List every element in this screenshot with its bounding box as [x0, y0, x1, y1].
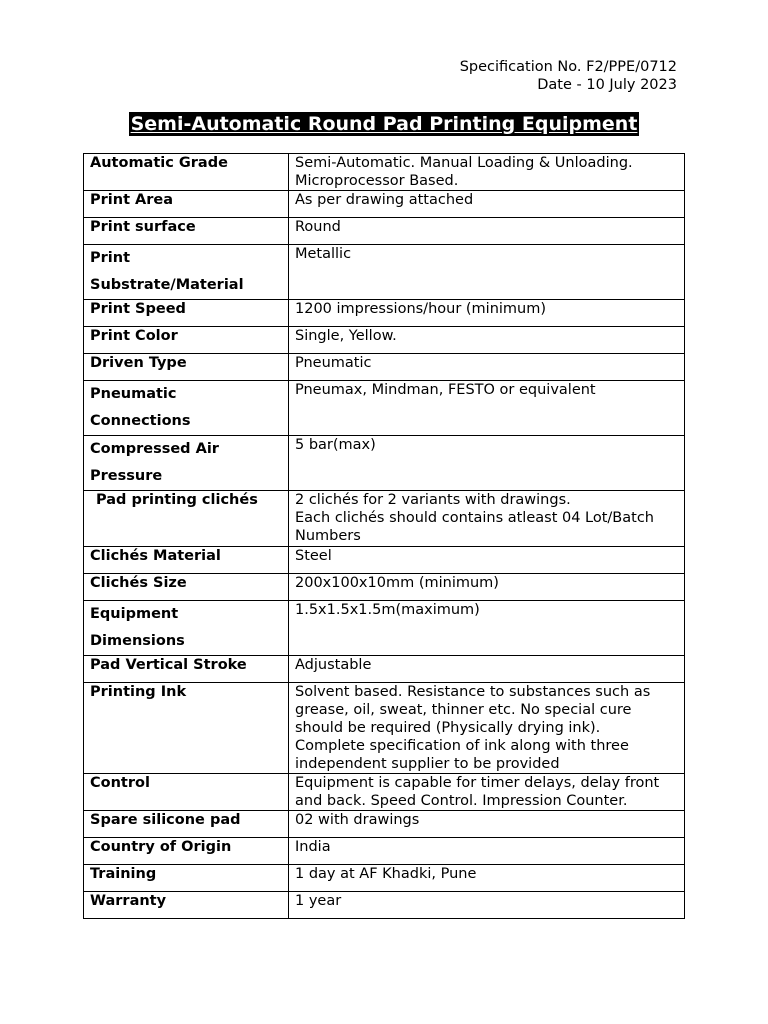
row-label: Driven Type [84, 354, 289, 381]
value-line: As per drawing attached [295, 192, 474, 208]
row-value [289, 154, 685, 191]
value-line: India [295, 839, 331, 855]
table-row [84, 838, 685, 865]
value-line: Numbers [295, 528, 361, 544]
row-label [84, 245, 289, 300]
value-line: 5 bar(max) [295, 437, 376, 453]
row-value [289, 865, 685, 892]
row-value [289, 656, 685, 683]
row-value [289, 838, 685, 865]
row-value [289, 547, 685, 574]
row-value [289, 327, 685, 354]
document-title: Semi-Automatic Round Pad Printing Equipment [130, 113, 638, 135]
row-value [289, 218, 685, 245]
row-label: Pad Vertical Stroke [84, 656, 289, 683]
value-line: independent supplier to be provided [295, 756, 560, 772]
document-date: Date - 10 July 2023 [537, 77, 677, 93]
value-line: Pneumatic [295, 355, 372, 371]
row-value [289, 354, 685, 381]
row-value [289, 774, 685, 811]
label-line: Substrate/Material [90, 277, 244, 293]
value-line: Semi-Automatic. Manual Loading & Unloading. [295, 155, 633, 171]
value-line: 200x100x10mm (minimum) [295, 575, 499, 591]
row-label: Training [84, 865, 289, 892]
spec-header [460, 58, 677, 94]
row-label: Print surface [84, 218, 289, 245]
value-line: 1200 impressions/hour (minimum) [295, 301, 547, 317]
value-line: Round [295, 219, 341, 235]
value-line: 02 with drawings [295, 812, 420, 828]
value-line: grease, oil, sweat, thinner etc. No special cure [295, 702, 632, 718]
value-line: 1.5x1.5x1.5m(maximum) [295, 602, 480, 618]
label-line: Equipment [90, 606, 179, 622]
row-value [289, 892, 685, 919]
value-line: Each clichés should contains atleast 04 Lot/Batch [295, 510, 654, 526]
value-line: should be required (Physically drying ink). [295, 720, 601, 736]
row-value [289, 574, 685, 601]
row-label: Clichés Material [84, 547, 289, 574]
table-row [84, 547, 685, 574]
row-value [289, 601, 685, 656]
title-wrap [0, 112, 768, 136]
label-line: Pad printing clichés [96, 492, 258, 508]
row-label [84, 601, 289, 656]
row-label [84, 491, 289, 547]
row-value [289, 381, 685, 436]
row-label: Printing Ink [84, 683, 289, 774]
value-line: Single, Yellow. [295, 328, 397, 344]
row-label: Print Speed [84, 300, 289, 327]
specification-table [83, 153, 685, 919]
row-label: Country of Origin [84, 838, 289, 865]
value-line: and back. Speed Control. Impression Counter. [295, 793, 628, 809]
row-value [289, 491, 685, 547]
table-row [84, 574, 685, 601]
table-row [84, 436, 685, 491]
table-row [84, 191, 685, 218]
label-line: Compressed Air [90, 441, 219, 457]
table-row [84, 245, 685, 300]
value-line: Pneumax, Mindman, FESTO or equivalent [295, 382, 596, 398]
table-row [84, 865, 685, 892]
value-line: Metallic [295, 246, 352, 262]
table-row [84, 218, 685, 245]
table-row [84, 774, 685, 811]
row-value [289, 300, 685, 327]
table-row [84, 381, 685, 436]
value-line: Equipment is capable for timer delays, delay front [295, 775, 660, 791]
value-line: 1 year [295, 893, 342, 909]
specification-number: Specification No. F2/PPE/0712 [459, 59, 677, 75]
table-row [84, 601, 685, 656]
table-row [84, 892, 685, 919]
table-row [84, 656, 685, 683]
value-line: Microprocessor Based. [295, 173, 459, 189]
label-line: Pressure [90, 468, 163, 484]
table-row [84, 154, 685, 191]
table-row [84, 327, 685, 354]
row-label: Print Color [84, 327, 289, 354]
value-line: 1 day at AF Khadki, Pune [295, 866, 477, 882]
row-label [84, 436, 289, 491]
row-label: Print Area [84, 191, 289, 218]
label-line: Print [90, 250, 131, 266]
row-label [84, 381, 289, 436]
table-row [84, 300, 685, 327]
label-line: Dimensions [90, 633, 185, 649]
row-value [289, 245, 685, 300]
label-line: Pneumatic [90, 386, 177, 402]
value-line: Steel [295, 548, 332, 564]
table-row [84, 354, 685, 381]
row-value [289, 436, 685, 491]
table-row [84, 683, 685, 774]
table-row [84, 811, 685, 838]
label-line: Connections [90, 413, 191, 429]
row-value [289, 191, 685, 218]
row-value [289, 683, 685, 774]
row-label: Control [84, 774, 289, 811]
row-label: Spare silicone pad [84, 811, 289, 838]
value-line: Complete specification of ink along with three [295, 738, 629, 754]
row-label: Clichés Size [84, 574, 289, 601]
row-value [289, 811, 685, 838]
row-label: Automatic Grade [84, 154, 289, 191]
value-line: Adjustable [295, 657, 372, 673]
value-line: 2 clichés for 2 variants with drawings. [295, 492, 571, 508]
table-row [84, 491, 685, 547]
value-line: Solvent based. Resistance to substances such as [295, 684, 651, 700]
row-label: Warranty [84, 892, 289, 919]
